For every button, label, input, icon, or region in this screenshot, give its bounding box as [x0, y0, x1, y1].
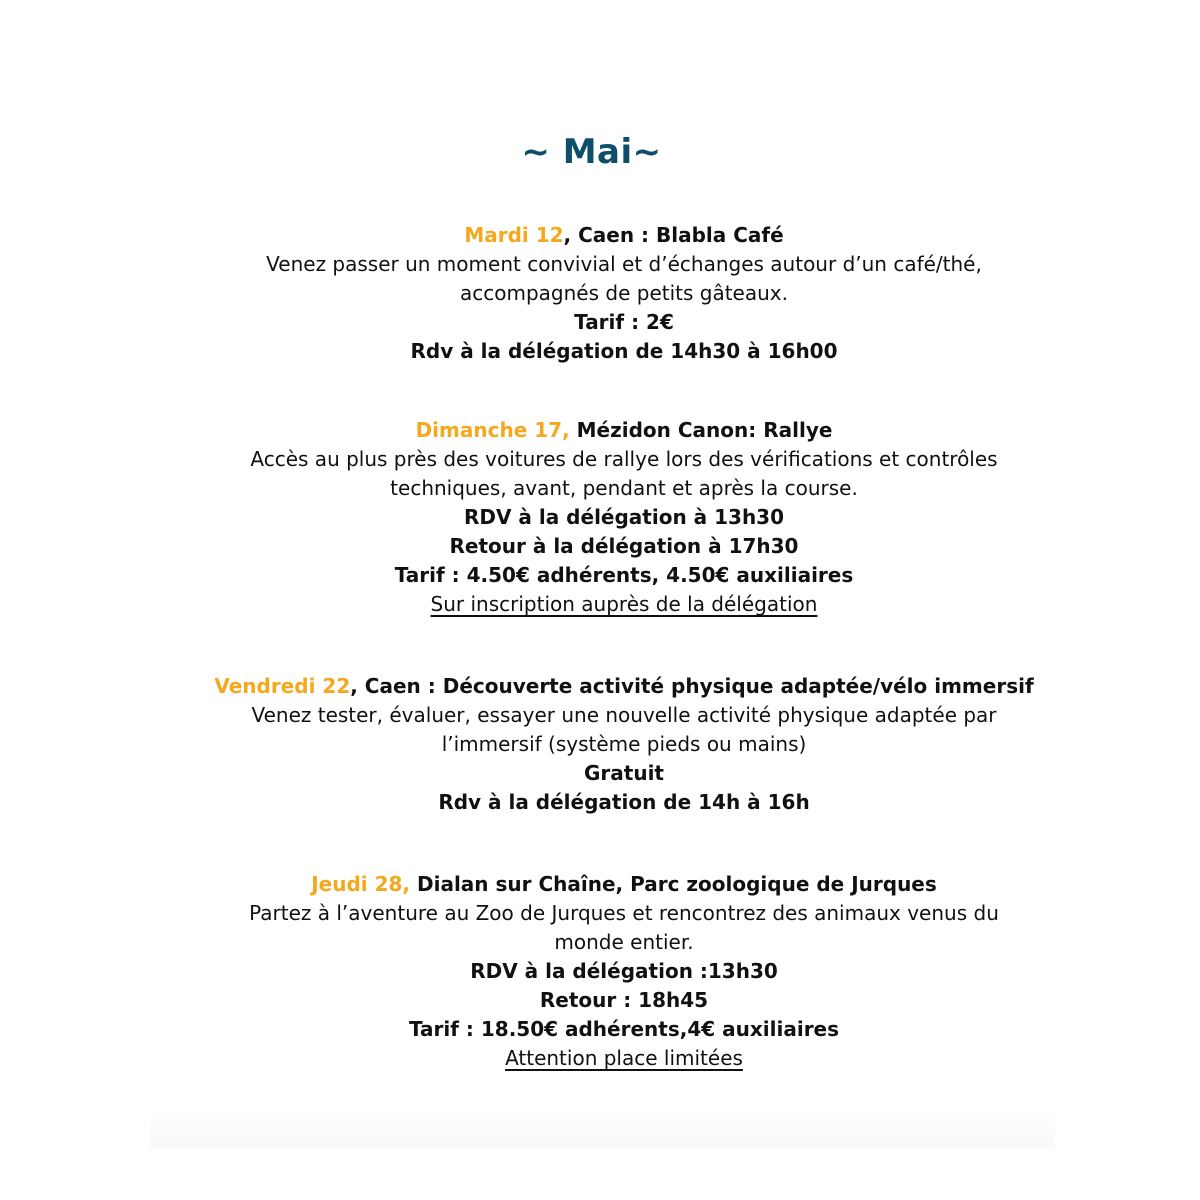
event-meeting-time: Rdv à la délégation de 14h30 à 16h00: [410, 339, 838, 363]
event-title: Dialan sur Chaîne, Parc zoologique de Jurques: [410, 872, 937, 896]
event-meeting-time: RDV à la délégation à 13h30: [463, 505, 785, 529]
event-title: Mézidon Canon: Rallye: [569, 418, 833, 442]
event-meeting-time: Rdv à la délégation de 14h à 16h: [438, 790, 810, 814]
event-description-line: Accès au plus près des voitures de rallye lors des vérifications et contrôles: [250, 447, 998, 471]
event-description-line: monde entier.: [554, 930, 694, 954]
event-price: Tarif : 4.50€ adhérents, 4.50€ auxiliaires: [394, 563, 854, 587]
event-heading: [0, 870, 1200, 899]
event-note: Sur inscription auprès de la délégation: [430, 592, 818, 616]
event-price: Tarif : 2€: [574, 310, 674, 334]
event-block: [0, 870, 1200, 1073]
month-title: ~ Mai~: [521, 132, 662, 172]
event-date: Jeudi 28,: [311, 872, 411, 896]
event-meeting-time: RDV à la délégation :13h30: [470, 959, 778, 983]
event-block: [0, 221, 1200, 366]
event-return-time: Retour à la délégation à 17h30: [449, 534, 799, 558]
event-description-line: l’immersif (système pieds ou mains): [441, 732, 807, 756]
event-description-line: Partez à l’aventure au Zoo de Jurques et rencontrez des animaux venus du: [249, 901, 999, 925]
event-date: Vendredi 22: [214, 674, 351, 698]
event-title: , Caen : Blabla Café: [563, 223, 784, 247]
event-block: [0, 416, 1200, 619]
event-description-line: techniques, avant, pendant et après la course.: [390, 476, 858, 500]
event-note: Attention place limitées: [505, 1046, 743, 1070]
event-heading: [0, 416, 1200, 445]
event-date: Dimanche 17,: [415, 418, 570, 442]
event-price: Gratuit: [584, 761, 664, 785]
event-title: , Caen : Découverte activité physique adaptée/vélo immersif: [350, 674, 1034, 698]
event-description-line: accompagnés de petits gâteaux.: [460, 281, 788, 305]
event-heading: [0, 221, 1200, 250]
event-heading: [0, 672, 1200, 701]
bottom-fade: [150, 1108, 1055, 1148]
event-description-line: Venez tester, évaluer, essayer une nouvelle activité physique adaptée par: [251, 703, 997, 727]
event-date: Mardi 12: [464, 223, 564, 247]
event-return-time: Retour : 18h45: [539, 988, 709, 1012]
event-price: Tarif : 18.50€ adhérents,4€ auxiliaires: [408, 1017, 840, 1041]
event-description-line: Venez passer un moment convivial et d’échanges autour d’un café/thé,: [266, 252, 982, 276]
event-block: [0, 672, 1200, 817]
